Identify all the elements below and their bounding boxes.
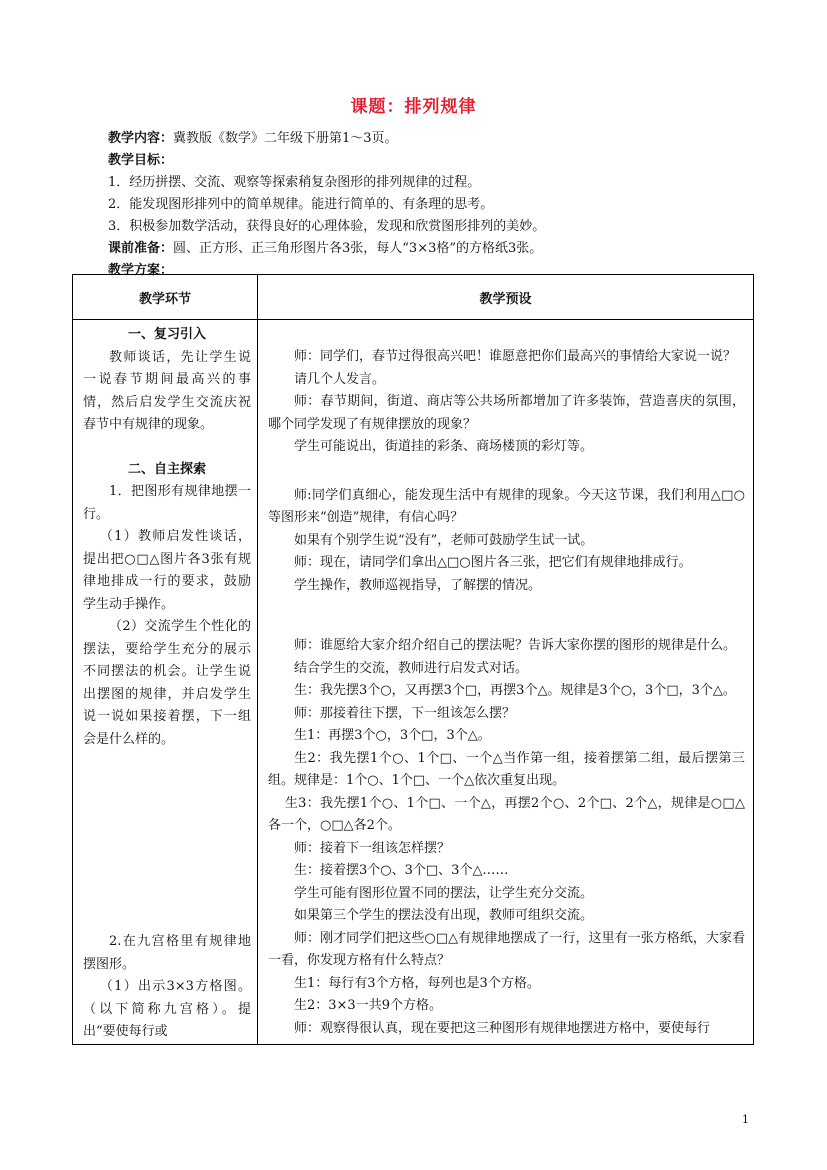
goal-item: 3．积极参加数学活动，获得良好的心理体验，发现和欣赏图形排列的美妙。	[108, 219, 546, 234]
prep-label: 课前准备：	[108, 241, 174, 256]
plan-label: 教学方案：	[108, 263, 174, 278]
stage-text: 教师谈话，先让学生说一说春节期间最高兴的事情，然后启发学生交流庆祝春节中有规律的现象。	[83, 349, 251, 432]
preset-text: 如果有个别学生说“没有”，老师可鼓励学生试一试。	[294, 532, 594, 548]
goal-item: 1．经历拼摆、交流、观察等探索稍复杂图形的排列规律的过程。	[108, 175, 481, 190]
preset-text: 师：那接着往下摆，下一组该怎么摆？	[294, 705, 516, 721]
preset-text: 师：刚才同学们把这些○□△有规律地摆成了一行，这里有一张方格纸，大家看一看，你发现方格有什么特点？	[268, 930, 745, 968]
preset-text: 生1：再摆3个○，3个□，3个△。	[294, 728, 491, 743]
goal-item: 2．能发现图形排列中的简单规律。能进行简单的、有条理的思考。	[108, 197, 494, 212]
preset-cell	[258, 320, 754, 1045]
col-header-preset: 教学预设	[258, 275, 754, 320]
preset-text: 师：接着下一组该怎样摆？	[294, 840, 451, 856]
content-label: 教学内容：	[108, 131, 174, 146]
goals-label: 教学目标：	[108, 153, 174, 168]
stage-text: 2.在九宫格里有规律地摆图形。	[83, 934, 251, 972]
preset-text: 生2：3×3一共9个方格。	[294, 998, 442, 1013]
stage-text: 1．把图形有规律地摆一行。	[83, 484, 251, 522]
preset-text: 生2：我先摆1个○、1个□、一个△当作第一组，接着摆第二组，最后摆第三组。规律是：1个○、1个□、一个△依次重复出现。	[268, 750, 745, 788]
stage-text: （2）交流学生个性化的摆法，要给学生充分的展示不同摆法的机会。让学生说出摆图的规律，并启发学生说一说如果接着摆，下一组会是什么样的。	[83, 619, 251, 747]
preset-text: 师：同学们，春节过得很高兴吧！谁愿意把你们最高兴的事情给大家说一说？	[294, 349, 737, 364]
preset-text: 结合学生的交流，教师进行启发式对话。	[294, 660, 529, 676]
prep-line	[108, 238, 748, 260]
page-title: 课题：排列规律	[350, 97, 477, 117]
table-header-row	[73, 275, 754, 320]
section-title: 二、自主探索	[127, 461, 206, 477]
stage-text: （1）教师启发性谈话，提出把○□△图片各3张有规律地排成一行的要求，鼓励学生动手操作。	[83, 529, 251, 612]
preset-text: 生3：我先摆1个○、1个□、一个△，再摆2个○、2个□、2个△，规律是○□△各一个，○□△各2个。	[268, 795, 745, 833]
preset-text: 学生操作，教师巡视指导，了解摆的情况。	[294, 577, 542, 593]
preset-text: 师：谁愿给大家介绍介绍自己的摆法呢？告诉大家你摆的图形的规律是什么。	[294, 638, 737, 653]
preset-text: 学生可能说出，街道挂的彩条、商场楼顶的彩灯等。	[294, 439, 594, 454]
prep-text: 圆、正方形、正三角形图片各3张，每人“3×3格”的方格纸3张。	[173, 241, 543, 256]
preset-text: 请几个人发言。	[294, 371, 386, 387]
preset-text: 生：我先摆3个○，又再摆3个□，再摆3个△。规律是3个○，3个□，3个△。	[294, 683, 736, 698]
lesson-plan-table	[72, 274, 754, 1045]
preset-text: 如果第三个学生的摆法没有出现，教师可组织交流。	[294, 908, 594, 923]
page-number: 1	[742, 1113, 749, 1126]
table-row	[73, 320, 754, 1045]
preset-text: 师：观察得很认真，现在要把这三种图形有规律地摆进方格中，要使每行	[294, 1020, 711, 1036]
preset-text: 生：接着摆3个○、3个□、3个△……	[294, 863, 509, 878]
content-text: 冀教版《数学》二年级下册第1～3页。	[173, 131, 398, 146]
section-title: 一、复习引入	[127, 327, 206, 342]
col-header-stage: 教学环节	[73, 275, 258, 320]
preset-text: 师:同学们真细心，能发现生活中有规律的现象。今天这节课，我们利用△□○等图形来“创造”规律，有信心吗？	[268, 487, 745, 525]
lesson-header	[108, 128, 748, 282]
preset-text: 师：春节期间，街道、商店等公共场所都增加了许多装饰，营造喜庆的氛围，哪个同学发现了有规律摆放的现象？	[268, 394, 745, 432]
preset-text: 生1：每行有3个方格，每列也是3个方格。	[294, 975, 540, 991]
preset-text: 师：现在，请同学们拿出△□○图片各三张，把它们有规律地排成行。	[294, 555, 692, 570]
content-line	[108, 128, 748, 150]
stage-text: （1）出示3×3方格图。（以下简称九宫格）。提出“要使每行或	[83, 979, 251, 1039]
stage-cell	[73, 320, 258, 1045]
preset-text: 学生可能有图形位置不同的摆法，让学生充分交流。	[294, 885, 594, 901]
